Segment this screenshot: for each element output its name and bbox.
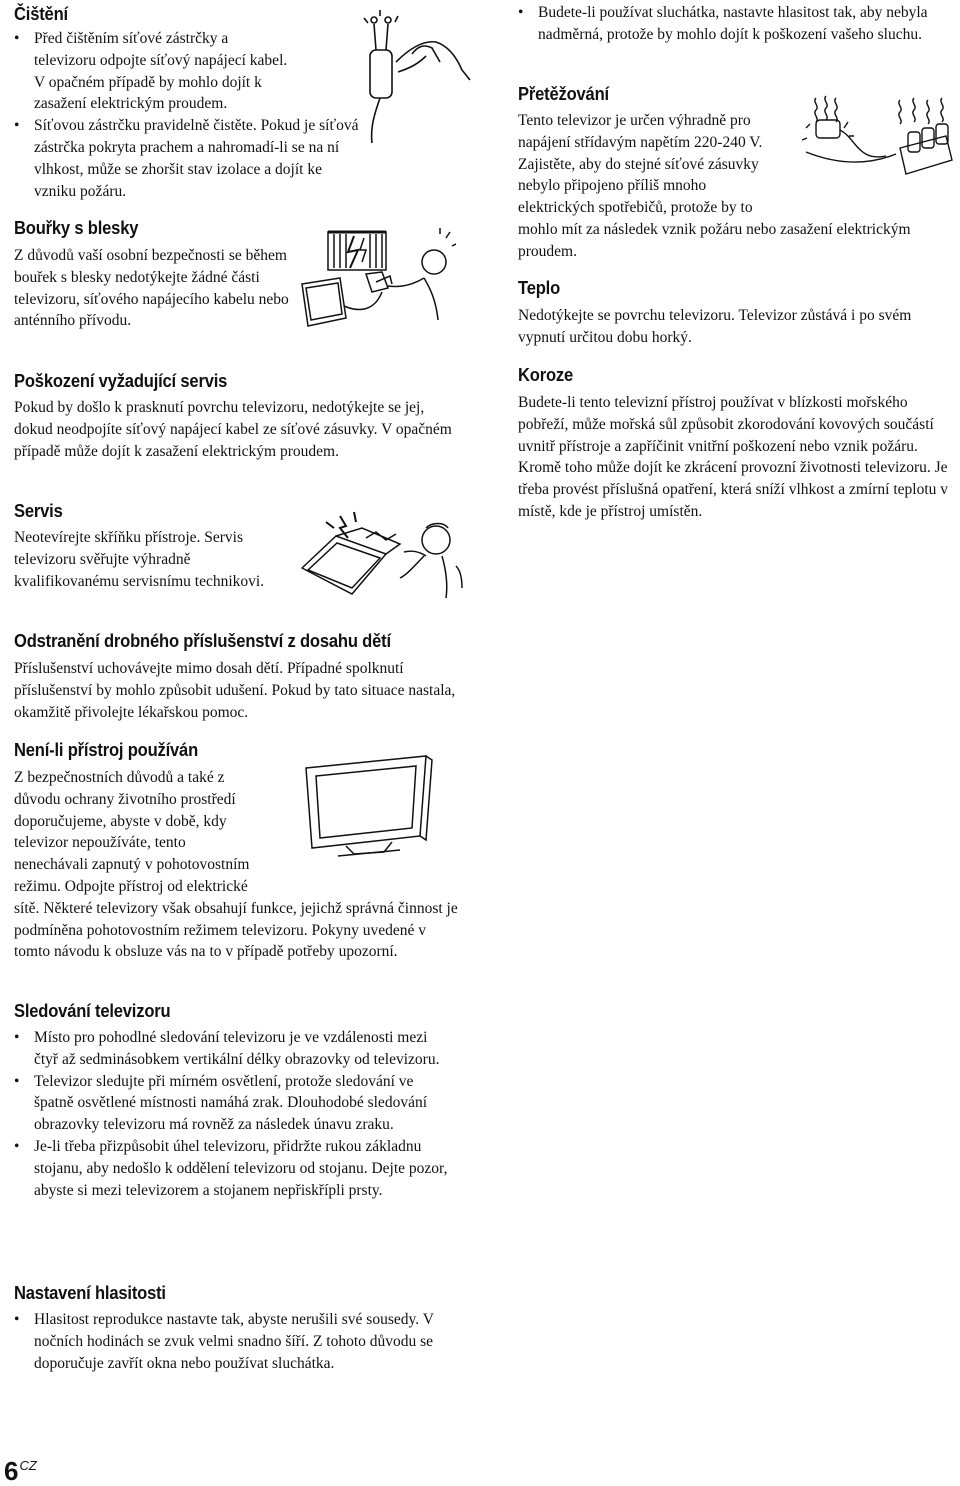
headphones-list	[518, 2, 948, 46]
heading-not-in-use: Není-li přístroj používán	[14, 740, 199, 760]
heat-text: Nedotýkejte se povrchu televizoru. Televizor zůstává i po svém vypnutí určitou dobu horký.	[518, 307, 912, 346]
overloaded-socket-illustration	[796, 92, 956, 182]
heading-heat: Teplo	[518, 278, 561, 298]
plug-cleaning-illustration	[352, 10, 472, 145]
list-item: • Televizor sledujte při mírném osvětlení, protože sledování ve špatně osvětlené místnosti namáhá zrak. Dlouhodobé sledování obrazovky televizoru má rovněž za následek únavu zraku.	[14, 1071, 454, 1136]
list-item: • Místo pro pohodlné sledování televizoru je ve vzdálenosti mezi čtyř až sedminásobkem vertikální délky obrazovky od televizoru.	[14, 1027, 454, 1071]
heading-lightning: Bouřky s blesky	[14, 218, 139, 238]
page-number	[4, 1452, 37, 1485]
list-item: • Síťovou zástrčku pravidelně čistěte. Pokud je síťová zástrčka pokryta prachem a nahromadí-li se na ní vlhkost, může se zhoršit stav izolace a dojít ke vzniku požáru.	[14, 115, 362, 202]
cleaning-list	[14, 28, 359, 202]
corrosion-text: Budete-li tento televizní přístroj používat v blízkosti mořského pobřeží, může mořská sůl způsobit zkorodování kovových součástí uvnitř přístroje a zapříčinit vnitřní poškození nebo vznik požáru. Kromě toho může dojít ke zkrácení provozní životnosti televizoru. Je třeba provést příslušná opatření, která sníží vlhkost a zmírní teplotu v místě, kde je přístroj umístěn.	[518, 394, 949, 520]
page-number-value: 6	[4, 1456, 19, 1486]
list-item: • Je-li třeba přizpůsobit úhel televizoru, přidržte rukou základnu stojanu, aby nedošlo k oddělení televizoru od stojanu. Dejte pozor, abyste si mezi televizorem a stojanem nepřiskřípli prsty.	[14, 1136, 454, 1201]
overload-text-body: Tento televizor je určen výhradně pro napájení střídavým napětím 220-240 V. Zajistěte, aby do stejné síťové zásuvky nebylo připojeno příliš mnoho elektrických spotřebičů, protože by to mohlo mít za následek vznik požáru nebo zasažení elektrickým proudem.	[518, 112, 911, 260]
list-item: • Před čištěním síťové zástrčky a televizoru odpojte síťový napájecí kabel. V opačném případě by mohlo dojít k zasažení elektrickým proudem.	[14, 28, 292, 115]
servicing-text: Neotevírejte skříňku přístroje. Servis televizoru svěřujte výhradně kvalifikovanému servisnímu technikovi.	[14, 529, 265, 590]
heading-corrosion: Koroze	[518, 365, 574, 385]
heading-small-accessories: Odstranění drobného příslušenství z dosahu dětí	[14, 631, 391, 651]
list-item: • Hlasitost reprodukce nastavte tak, abyste nerušili své sousedy. V nočních hodinách se zvuk velmi snadno šíří. Z tohoto důvodu se doporučuje zavřít okna nebo používat sluchátka.	[14, 1309, 454, 1374]
heading-overload: Přetěžování	[518, 84, 609, 104]
small-accessories-text: Příslušenství uchovávejte mimo dosah dětí. Případné spolknutí příslušenství by mohlo způsobit udušení. Pokud by tato situace nastala, okamžitě přivolejte lékařskou pomoc.	[14, 660, 456, 721]
language-code: CZ	[19, 1458, 37, 1473]
lightning-text: Z důvodů vaší osobní bezpečnosti se během bouřek s blesky nedotýkejte žádné části televizoru, síťového napájecího kabelu nebo anténního přívodu.	[14, 247, 289, 330]
damage-text: Pokud by došlo k prasknutí povrchu televizoru, nedotýkejte se jej, dokud neodpojíte síťový napájecí kabel ze síťové zásuvky. V opačném případě může dojít k zasažení elektrickým proudem.	[14, 399, 452, 460]
list-item: • Budete-li používat sluchátka, nastavte hlasitost tak, aby nebyla nadměrná, protože by mohlo dojít k poškození vašeho sluchu.	[518, 2, 948, 46]
cracked-tv-illustration	[296, 508, 466, 600]
heading-cleaning: Čištění	[14, 4, 68, 24]
lightning-storm-illustration	[296, 226, 456, 336]
not-in-use-text-body: Z bezpečnostních důvodů a také z důvodu ochrany životního prostředí doporučujeme, abyste v době, kdy televizor nepoužíváte, tento nenechávali zapnutý v pohotovostním režimu. Odpojte přístroj od elektrické sítě. Některé televizory však obsahují funkce, jejichž správná činnost je podmíněna pohotovostním režimem televizoru. Pokyny uvedené v tomto návodu k obsluze vás na to v případě potřeby upozorní.	[14, 769, 458, 961]
heading-damage: Poškození vyžadující servis	[14, 371, 228, 391]
heading-volume: Nastavení hlasitosti	[14, 1283, 166, 1303]
tv-standby-illustration	[276, 750, 436, 865]
watching-list	[14, 1027, 454, 1201]
heading-watching: Sledování televizoru	[14, 1001, 171, 1021]
volume-list	[14, 1309, 454, 1374]
heading-servicing: Servis	[14, 501, 63, 521]
